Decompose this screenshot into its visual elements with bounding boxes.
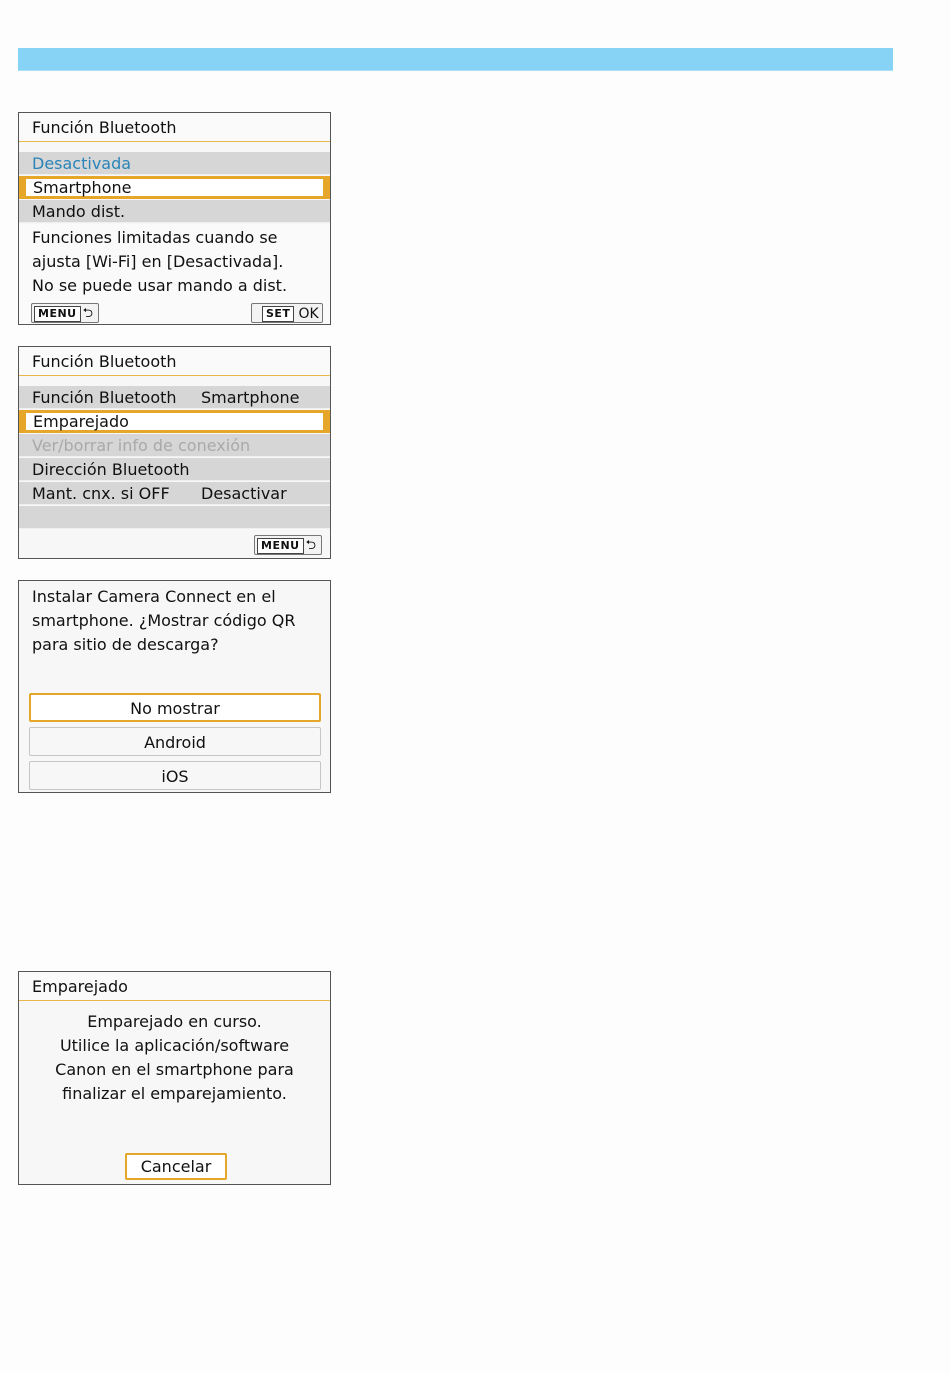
screen-title: Función Bluetooth	[19, 113, 330, 142]
row-keep-connected[interactable]	[19, 482, 330, 505]
bluetooth-function-menu	[18, 112, 331, 325]
option-disabled[interactable]: Desactivada	[19, 152, 330, 175]
row-value: Desactivar	[201, 484, 287, 503]
message-line: No se puede usar mando a dist.	[32, 276, 288, 295]
message-line: Funciones limitadas cuando se	[32, 228, 278, 247]
option-smartphone[interactable]: Smartphone	[19, 176, 330, 199]
row-label: Mant. cnx. si OFF	[32, 484, 170, 503]
screen-title: Función Bluetooth	[19, 347, 330, 376]
set-tag: SET	[262, 306, 294, 322]
cancel-button[interactable]: Cancelar	[125, 1153, 227, 1180]
row-empty	[19, 506, 330, 529]
ok-label: OK	[298, 306, 319, 322]
bluetooth-settings-menu	[18, 346, 331, 559]
message-line: Canon en el smartphone para	[55, 1060, 294, 1079]
row-pairing[interactable]	[19, 410, 330, 433]
row-bluetooth-address[interactable]	[19, 458, 330, 481]
row-label: Dirección Bluetooth	[32, 460, 190, 479]
message-line: Emparejado en curso.	[87, 1012, 262, 1031]
option-remote[interactable]: Mando dist.	[19, 200, 330, 223]
row-value: Smartphone	[201, 388, 300, 407]
menu-back-button[interactable]	[31, 303, 99, 323]
message-line: para sitio de descarga?	[32, 635, 219, 654]
return-arrow-icon: ⮌	[82, 306, 94, 321]
row-bluetooth-function[interactable]	[19, 386, 330, 409]
option-dont-show[interactable]: No mostrar	[29, 693, 321, 722]
row-label: Emparejado	[33, 412, 129, 431]
row-label: Función Bluetooth	[32, 388, 177, 407]
message-line: ajusta [Wi-Fi] en [Desactivada].	[32, 252, 284, 271]
menu-back-button[interactable]	[254, 535, 322, 555]
set-ok-button[interactable]	[251, 303, 323, 323]
header-bar	[18, 48, 893, 71]
message-line: Instalar Camera Connect en el	[32, 587, 276, 606]
return-arrow-icon: ⮌	[305, 538, 317, 553]
menu-tag: MENU	[34, 306, 81, 322]
option-android[interactable]: Android	[29, 727, 321, 756]
pairing-dialog	[18, 971, 331, 1185]
option-ios[interactable]: iOS	[29, 761, 321, 790]
message-line: smartphone. ¿Mostrar código QR	[32, 611, 296, 630]
message-line: Utilice la aplicación/software	[59, 1036, 290, 1055]
install-app-dialog	[18, 580, 331, 793]
screen-title: Emparejado	[19, 972, 330, 1001]
row-connection-info	[19, 434, 330, 457]
menu-tag: MENU	[257, 538, 304, 554]
row-label: Ver/borrar info de conexión	[32, 436, 251, 455]
message-line: finalizar el emparejamiento.	[62, 1084, 287, 1103]
